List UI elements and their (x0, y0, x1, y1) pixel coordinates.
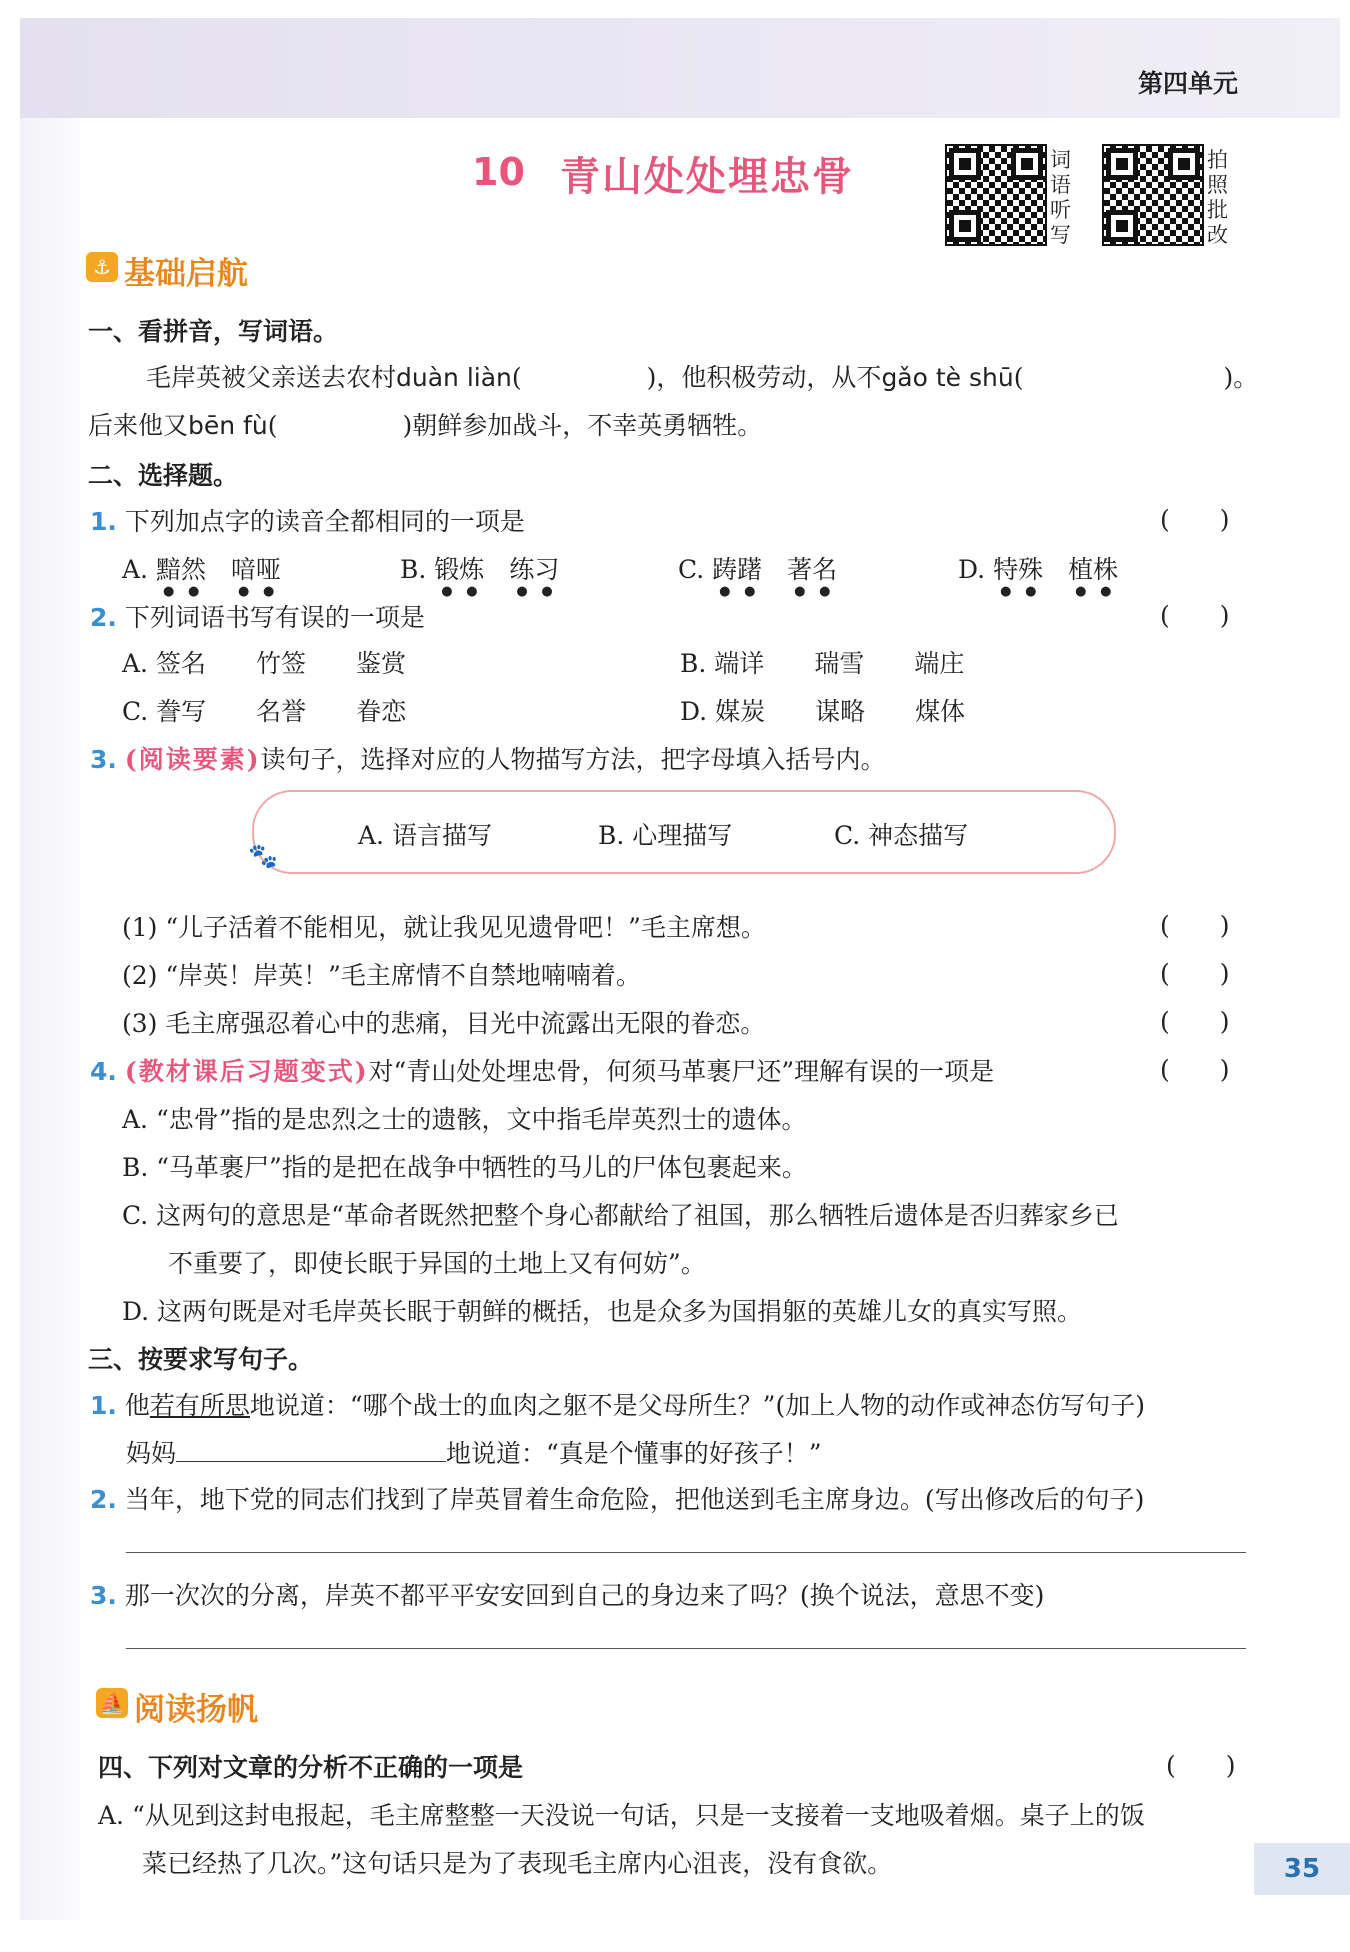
question-text: 当年，地下党的同志们找到了岸英冒着生命危险，把他送到毛主席身边。(写出修改后的句子) (124, 1485, 1145, 1514)
question-text: 那一次次的分离，岸英不都平平安安回到自己的身边来了吗？(换个说法，意思不变) (124, 1581, 1045, 1610)
q3-3-stem (90, 1576, 1044, 1612)
answer-blank-2[interactable]: ( ) (1013, 363, 1234, 392)
qr-code-dictation[interactable] (945, 144, 1047, 246)
answer-paren[interactable]: ( ) (1166, 1751, 1236, 1780)
text: 后来他又 (88, 411, 189, 440)
unit-label: 第四单元 (1137, 69, 1238, 98)
q2-2-option-d: D. 媒炭 谋略 煤体 (680, 697, 966, 726)
question-number: 1. (90, 1391, 117, 1420)
part3-heading: 三、按要求写句子。 (88, 1345, 314, 1374)
answer-paren[interactable]: ( ) (1160, 601, 1230, 630)
q2-4-option-d: D. 这两句既是对毛岸英长眠于朝鲜的概括，也是众多为国捐躯的英雄儿女的真实写照。 (122, 1297, 1083, 1326)
sail-icon: ⛵ (96, 1688, 128, 1718)
question-text: 对“青山处处埋忠骨，何须马革裹尸还”理解有误的一项是 (368, 1057, 995, 1086)
q3-1-line1: 1. 他若有所思地说道：“哪个战士的血肉之躯不是父母所生？”(加上人物的动作或神态仿写句子) (90, 1391, 1145, 1420)
q2-3-item-2: (2) “岸英！岸英！”毛主席情不自禁地喃喃着。 (122, 961, 641, 990)
choice-b: B. 心理描写 (598, 821, 733, 850)
question-number: 2. (90, 603, 117, 632)
part2-heading: 二、选择题。 (88, 461, 239, 490)
q2-4-option-a: A. “忠骨”指的是忠烈之士的遗骸，文中指毛岸英烈士的遗体。 (122, 1105, 807, 1134)
text: 毛岸英被父亲送去农村 (146, 363, 397, 392)
section-title-reading: 阅读扬帆 (134, 1692, 258, 1728)
question-number: 1. (90, 507, 117, 536)
pinyin-2: gǎo tè shū (881, 363, 1014, 392)
q2-1-option-c: C. 踌躇 著名 (678, 555, 838, 584)
underlined-phrase: 若有所思 (149, 1391, 250, 1420)
answer-line[interactable] (126, 1648, 1246, 1649)
lesson-title: 青山处处埋忠骨 (560, 154, 854, 200)
answer-blank[interactable] (176, 1437, 446, 1462)
qr-code-photo-grading[interactable] (1102, 144, 1204, 246)
text: 朝鲜参加战斗，不幸英勇牺牲。 (412, 411, 763, 440)
paw-icon: 🐾 (248, 842, 278, 870)
text: ，他积极劳动，从不 (656, 363, 882, 392)
q3-2-stem (90, 1480, 1144, 1516)
q2-3-stem (90, 740, 886, 776)
q2-4-option-c: C. 这两句的意思是“革命者既然把整个身心都献给了祖国，那么牺牲后遗体是否归葬家乡已 (122, 1201, 1119, 1230)
question-text: 下列词语书写有误的一项是 (124, 603, 425, 632)
q2-2-stem (90, 598, 425, 634)
question-tag: (阅读要素) (124, 745, 261, 774)
answer-paren[interactable]: ( ) (1160, 959, 1230, 988)
q2-2-option-b: B. 端详 瑞雪 端庄 (680, 649, 965, 678)
part1-line2 (88, 406, 762, 442)
question-text: 下列加点字的读音全都相同的一项是 (124, 507, 525, 536)
question-number: 3. (90, 1581, 117, 1610)
part1-line1 (146, 358, 1258, 394)
part1-heading: 一、看拼音，写词语。 (88, 317, 339, 346)
choice-c: C. 神态描写 (834, 821, 969, 850)
lesson-number: 10 (472, 150, 525, 194)
answer-paren[interactable]: ( ) (1160, 1007, 1230, 1036)
answer-paren[interactable]: ( ) (1160, 505, 1230, 534)
qr-label-photo-grading: 拍照批改 (1207, 148, 1228, 247)
choice-a: A. 语言描写 (358, 821, 492, 850)
q2-1-option-a: A. 黯然 喑哑 (122, 555, 282, 584)
q2-4-stem (90, 1052, 994, 1088)
pinyin-3: bēn fù (188, 411, 268, 440)
part4-option-a-cont: 菜已经热了几次。”这句话只是为了表现毛主席内心沮丧，没有食欲。 (142, 1849, 893, 1878)
q2-1-option-b: B. 锻炼 练习 (400, 555, 560, 584)
side-strip (20, 20, 80, 1920)
qr-label-dictation: 词语听写 (1050, 148, 1071, 247)
text: 。 (1233, 363, 1259, 392)
question-number: 4. (90, 1057, 117, 1086)
question-tag: (教材课后习题变式) (124, 1057, 369, 1086)
answer-paren[interactable]: ( ) (1160, 911, 1230, 940)
q2-2-option-c: C. 誊写 名誉 眷恋 (122, 697, 407, 726)
q2-1-stem (90, 502, 525, 538)
question-text: 读句子，选择对应的人物描写方法，把字母填入括号内。 (260, 745, 886, 774)
answer-paren[interactable]: ( ) (1160, 1055, 1230, 1084)
q2-2-option-a: A. 签名 竹签 鉴赏 (122, 649, 407, 678)
q2-1-option-d: D. 特殊 植株 (958, 555, 1119, 584)
question-number: 2. (90, 1485, 117, 1514)
page-number: 35 (1254, 1843, 1350, 1895)
anchor-icon: ⚓ (86, 252, 118, 282)
q3-1-line2: 妈妈 地说道：“真是个懂事的好孩子！” (126, 1439, 822, 1468)
part4-option-a: A. “从见到这封电报起，毛主席整整一天没说一句话，只是一支接着一支地吸着烟。桌子上的饭 (98, 1801, 1145, 1830)
q2-4-option-b: B. “马革裹尸”指的是把在战争中牺牲的马儿的尸体包裹起来。 (122, 1153, 807, 1182)
q2-3-item-3: (3) 毛主席强忍着心中的悲痛，目光中流露出无限的眷恋。 (122, 1009, 766, 1038)
answer-blank-1[interactable]: ( ) (511, 363, 657, 392)
pinyin-1: duàn liàn (396, 363, 512, 392)
question-number: 3. (90, 745, 117, 774)
q2-3-item-1: (1) “儿子活着不能相见，就让我见见遗骨吧！”毛主席想。 (122, 913, 766, 942)
answer-blank-3[interactable]: ( ) (267, 411, 413, 440)
q2-4-option-c-cont: 不重要了，即使长眠于异国的土地上又有何妨”。 (168, 1249, 706, 1278)
part4-heading: 四、下列对文章的分析不正确的一项是 (98, 1753, 524, 1782)
answer-line[interactable] (126, 1552, 1246, 1553)
section-title-basics: 基础启航 (124, 256, 248, 292)
